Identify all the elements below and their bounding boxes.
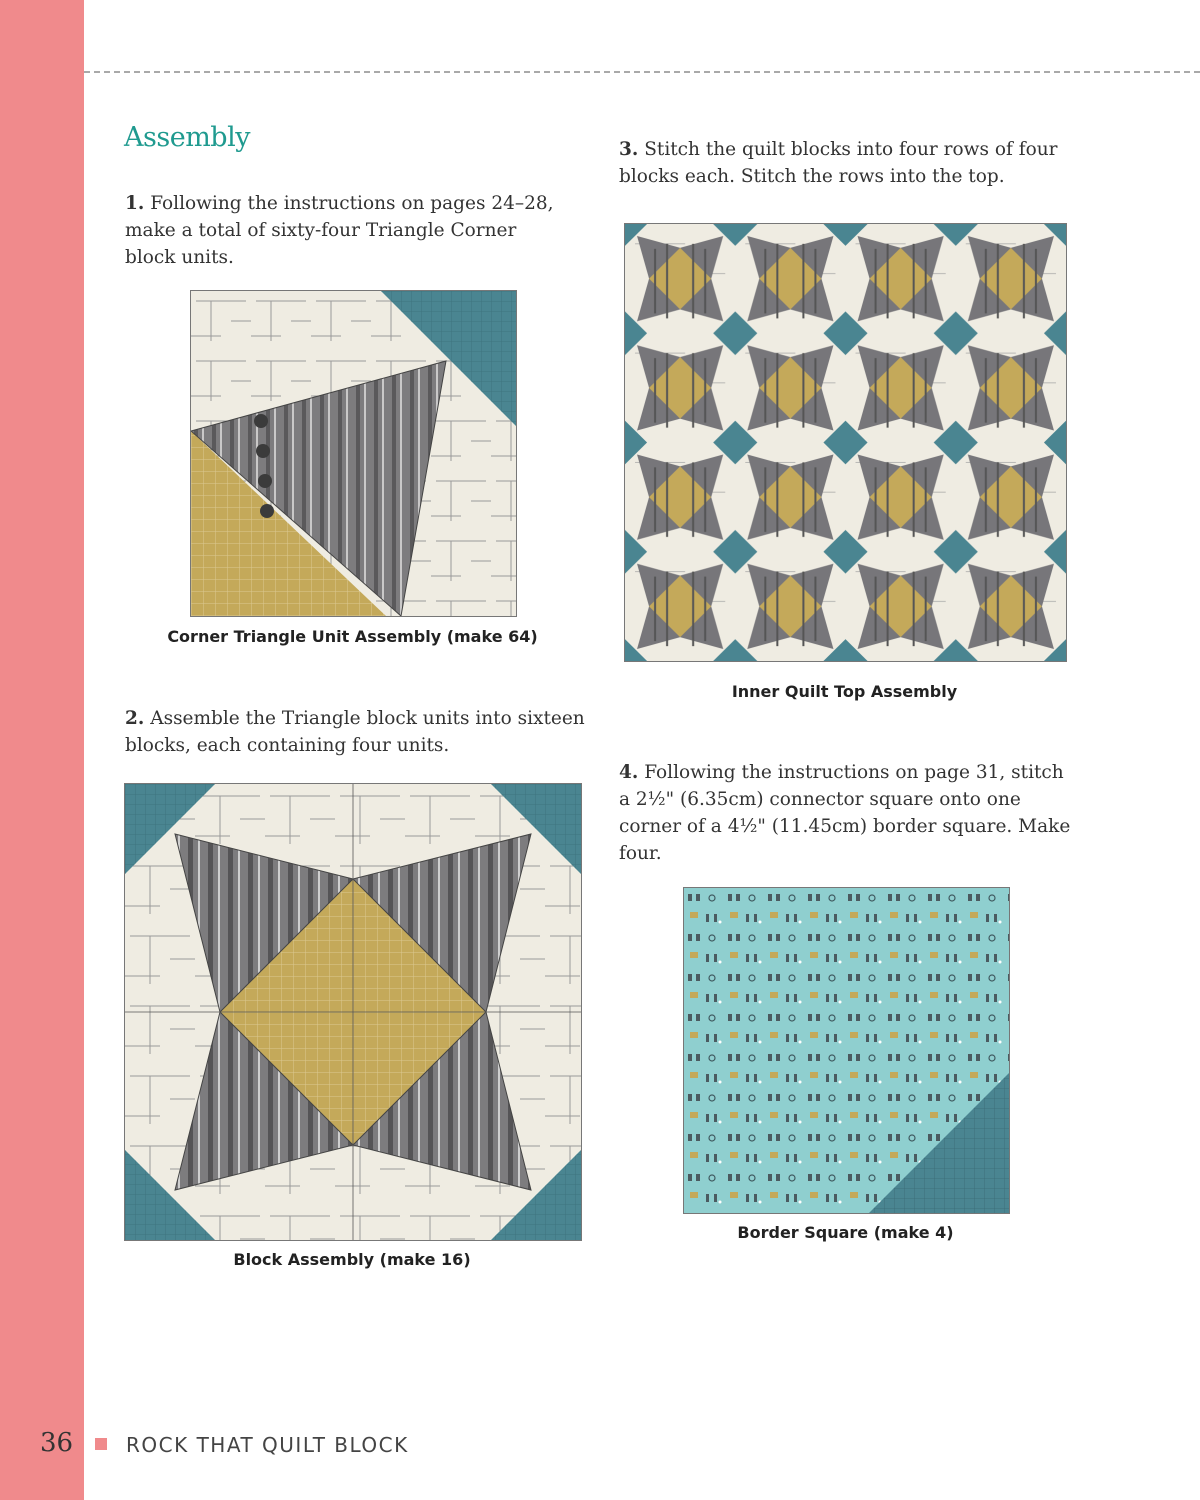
step-3-number: 3. <box>619 139 639 160</box>
block-assembly-caption: Block Assembly (make 16) <box>233 1250 471 1269</box>
border-square-caption: Border Square (make 4) <box>737 1223 954 1242</box>
border-square-figure <box>683 887 1010 1214</box>
section-heading: Assembly <box>124 122 250 153</box>
step-4-text: Following the instructions on page 31, stitch a 2½" (6.35cm) connector square onto one corner of a 4½" (11.45cm) border square. Make four. <box>619 762 1071 864</box>
footer-square-icon <box>95 1438 107 1450</box>
step-1-number: 1. <box>125 193 145 214</box>
corner-triangle-figure <box>190 290 517 617</box>
corner-triangle-caption: Corner Triangle Unit Assembly (make 64) <box>167 627 538 646</box>
step-1-text: Following the instructions on pages 24–28, make a total of sixty-four Triangle Corner block units. <box>125 193 554 268</box>
step-1 <box>125 190 565 271</box>
step-2 <box>125 705 595 759</box>
inner-quilt-top-caption: Inner Quilt Top Assembly <box>731 682 958 701</box>
step-4 <box>619 759 1079 867</box>
step-4-number: 4. <box>619 762 639 783</box>
block-assembly-figure <box>124 783 582 1241</box>
step-2-text: Assemble the Triangle block units into sixteen blocks, each containing four units. <box>125 708 585 756</box>
step-3-text: Stitch the quilt blocks into four rows of four blocks each. Stitch the rows into the top. <box>619 139 1058 187</box>
side-color-bar <box>0 0 84 1500</box>
page-number: 36 <box>40 1428 74 1458</box>
inner-quilt-top-figure <box>624 223 1067 662</box>
dashed-rule <box>84 71 1200 73</box>
book-title: ROCK THAT QUILT BLOCK <box>126 1433 409 1457</box>
step-2-number: 2. <box>125 708 145 729</box>
step-3 <box>619 136 1079 190</box>
